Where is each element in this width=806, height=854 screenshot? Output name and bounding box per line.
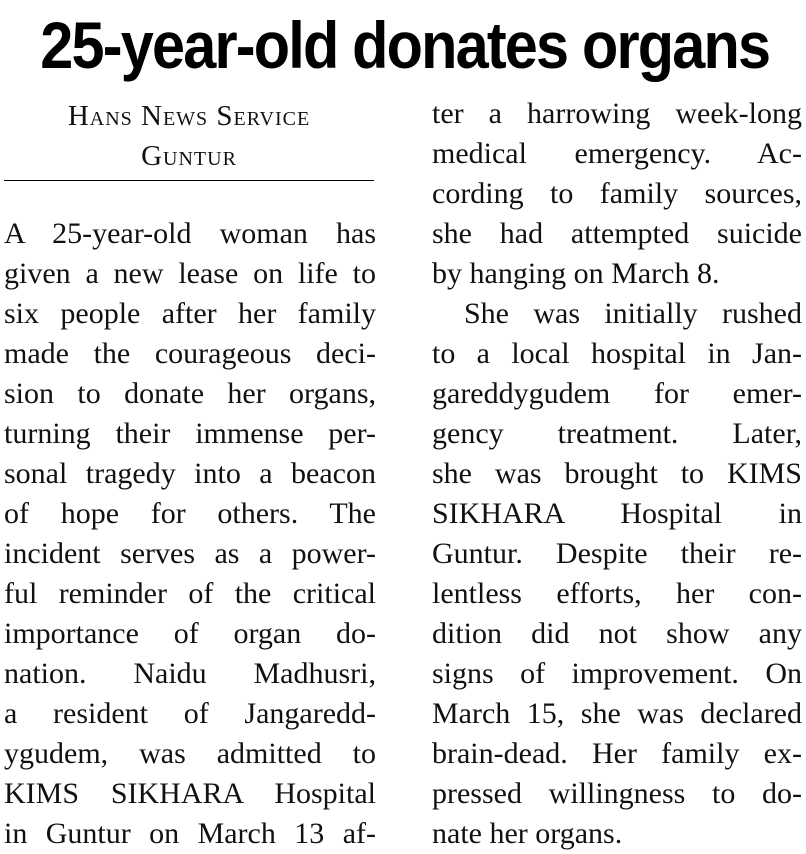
byline <box>4 96 374 176</box>
article-line: nate her organs. <box>432 817 623 850</box>
article-line: in Guntur on March 13 af- <box>4 817 376 850</box>
article-line: she had attempted suicide <box>432 217 802 250</box>
article-line: given a new lease on life to <box>4 257 376 290</box>
article-line: six people after her family <box>4 297 376 330</box>
article-line: ful reminder of the critical <box>4 577 376 610</box>
article-line: pressed willingness to do- <box>432 777 802 810</box>
article-line: to a local hospital in Jan- <box>432 337 802 370</box>
headline: 25-year-old donates organs <box>40 8 770 82</box>
article-line: She was initially rushed <box>464 297 802 330</box>
article-line: turning their immense per- <box>4 417 376 450</box>
article-line: signs of improvement. On <box>432 657 802 690</box>
article-line: sion to donate her organs, <box>4 377 376 410</box>
article-line: lentless efforts, her con- <box>432 577 802 610</box>
byline-dateline: Guntur <box>141 140 237 172</box>
article-line: March 15, she was declared <box>432 697 802 730</box>
article-line: Guntur. Despite their re- <box>432 537 802 570</box>
article-line: dition did not show any <box>432 617 802 650</box>
article-line: gency treatment. Later, <box>432 417 802 450</box>
article-column-right <box>432 94 802 854</box>
article-line: nation. Naidu Madhusri, <box>4 657 376 690</box>
byline-agency: Hans News Service <box>67 100 311 132</box>
article-line: she was brought to KIMS <box>432 457 802 490</box>
article-line: sonal tragedy into a beacon <box>4 457 376 490</box>
article-line: cording to family sources, <box>432 177 802 210</box>
article-line: importance of organ do- <box>4 617 376 650</box>
article-column-left <box>4 214 376 854</box>
article-line: brain-dead. Her family ex- <box>432 737 802 770</box>
article-line: a resident of Jangaredd- <box>4 697 376 730</box>
article-line: KIMS SIKHARA Hospital <box>4 777 376 810</box>
article-line: ter a harrowing week-long <box>432 97 802 130</box>
byline-divider <box>4 180 374 181</box>
article-line: ygudem, was admitted to <box>4 737 376 770</box>
article-line: SIKHARA Hospital in <box>432 497 802 530</box>
article-line: of hope for others. The <box>4 497 376 530</box>
article-line: by hanging on March 8. <box>432 257 720 290</box>
article-line: medical emergency. Ac- <box>432 137 802 170</box>
article-line: A 25-year-old woman has <box>4 217 376 250</box>
article-line: gareddygudem for emer- <box>432 377 802 410</box>
article-line: incident serves as a power- <box>4 537 376 570</box>
article-line: made the courageous deci- <box>4 337 376 370</box>
